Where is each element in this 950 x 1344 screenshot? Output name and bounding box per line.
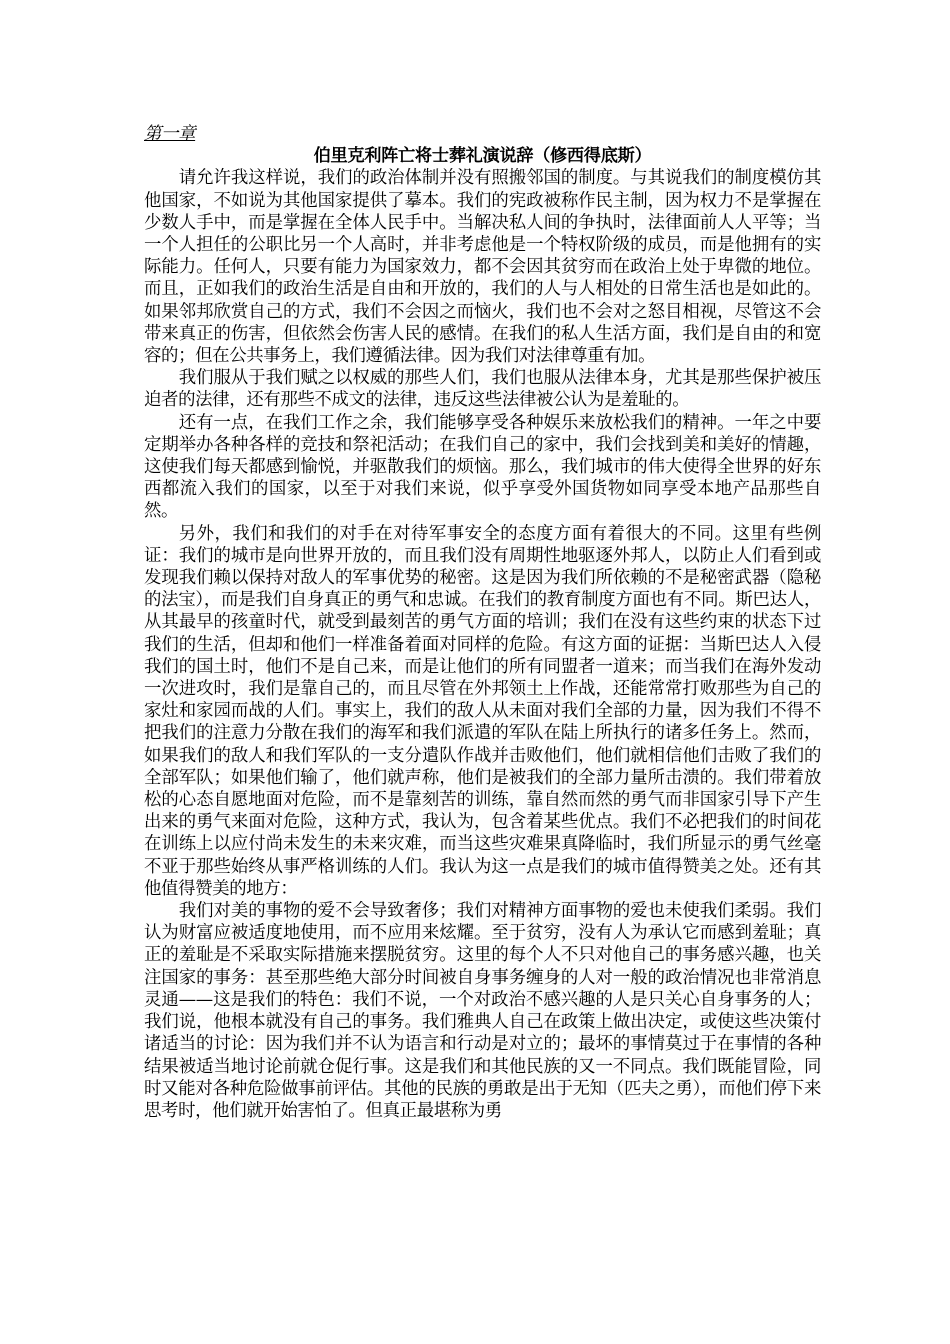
document-page	[144, 123, 821, 1122]
paragraph: 还有一点，在我们工作之余，我们能够享受各种娱乐来放松我们的精神。一年之中要定期举办各种各样的竞技和祭祀活动；在我们自己的家中，我们会找到美和美好的情趣，这使我们每天都感到愉悦，并驱散我们的烦恼。那么，我们城市的伟大使得全世界的好东西都流入我们的国家，以至于对我们来说，似乎享受外国货物如同享受本地产品那些自然。	[144, 412, 821, 522]
chapter-heading: 第一章	[144, 124, 196, 144]
paragraph: 请允许我这样说，我们的政治体制并没有照搬邻国的制度。与其说我们的制度模仿其他国家，不如说为其他国家提供了摹本。我们的宪政被称作民主制，因为权力不是掌握在少数人手中，而是掌握在全体人民手中。当解决私人间的争执时，法律面前人人平等；当一个人担任的公职比另一个人高时，并非考虑他是一个特权阶级的成员，而是他拥有的实际能力。任何人，只要有能力为国家效力，都不会因其贫穷而在政治上处于卑微的地位。而且，正如我们的政治生活是自由和开放的，我们的人与人相处的日常生活也是如此的。如果邻邦欣赏自己的方式，我们不会因之而恼火，我们也不会对之怒目相视，尽管这不会带来真正的伤害，但依然会伤害人民的感情。在我们的私人生活方面，我们是自由的和宽容的；但在公共事务上，我们遵循法律。因为我们对法律尊重有加。	[144, 168, 821, 366]
paragraph: 我们对美的事物的爱不会导致奢侈；我们对精神方面事物的爱也未使我们柔弱。我们认为财富应被适度地使用，而不应用来炫耀。至于贫穷，没有人为承认它而感到羞耻；真正的羞耻是不采取实际措施来摆脱贫穷。这里的每个人不只对他自己的事务感兴趣，也关注国家的事务：甚至那些绝大部分时间被自身事务缠身的人对一般的政治情况也非常消息灵通——这是我们的特色：我们不说，一个对政治不感兴趣的人是只关心自身事务的人；我们说，他根本就没有自己的事务。我们雅典人自己在政策上做出决定，或使这些决策付诸适当的讨论：因为我们并不认为语言和行动是对立的；最坏的事情莫过于在事情的各种结果被适当地讨论前就仓促行事。这是我们和其他民族的又一不同点。我们既能冒险，同时又能对各种危险做事前评估。其他的民族的勇敢是出于无知（匹夫之勇），而他们停下来思考时，他们就开始害怕了。但真正最堪称为勇	[144, 901, 821, 1121]
paragraph: 我们服从于我们赋之以权威的那些人们，我们也服从法律本身，尤其是那些保护被压迫者的法律，还有那些不成文的法律，违反这些法律被公认为是羞耻的。	[144, 368, 821, 411]
document-title: 伯里克利阵亡将士葬礼演说辞（修西得底斯）	[313, 146, 652, 167]
paragraph: 另外，我们和我们的对手在对待军事安全的态度方面有着很大的不同。这里有些例证：我们的城市是向世界开放的，而且我们没有周期性地驱逐外邦人，以防止人们看到或发现我们赖以保持对敌人的军事优势的秘密。这是因为我们所依赖的不是秘密武器（隐秘的法宝），而是我们自身真正的勇气和忠诚。在我们的教育制度方面也有不同。斯巴达人，从其最早的孩童时代，就受到最刻苦的勇气方面的培训；我们在没有这些约束的状态下过我们的生活，但却和他们一样准备着面对同样的危险。有这方面的证据：当斯巴达人入侵我们的国土时，他们不是自己来，而是让他们的所有同盟者一道来；而当我们在海外发动一次进攻时，我们是靠自己的，而且尽管在外邦领土上作战，还能常常打败那些为自己的家灶和家园而战的人们。事实上，我们的敌人从未面对我们全部的力量，因为我们不得不把我们的注意力分散在我们的海军和我们派遣的军队在陆上所执行的诸多任务上。然而，如果我们的敌人和我们军队的一支分遣队作战并击败他们，他们就相信他们击败了我们的全部军队；如果他们输了，他们就声称，他们是被我们的全部力量所击溃的。我们带着放松的心态自愿地面对危险，而不是靠刻苦的训练，靠自然而然的勇气而非国家引导下产生出来的勇气来面对危险，这种方式，我认为，包含着某些优点。我们不必把我们的时间花在训练上以应付尚未发生的未来灾难，而当这些灾难果真降临时，我们所显示的勇气丝毫不亚于那些始终从事严格训练的人们。我认为这一点是我们的城市值得赞美之处。还有其他值得赞美的地方：	[144, 523, 821, 899]
